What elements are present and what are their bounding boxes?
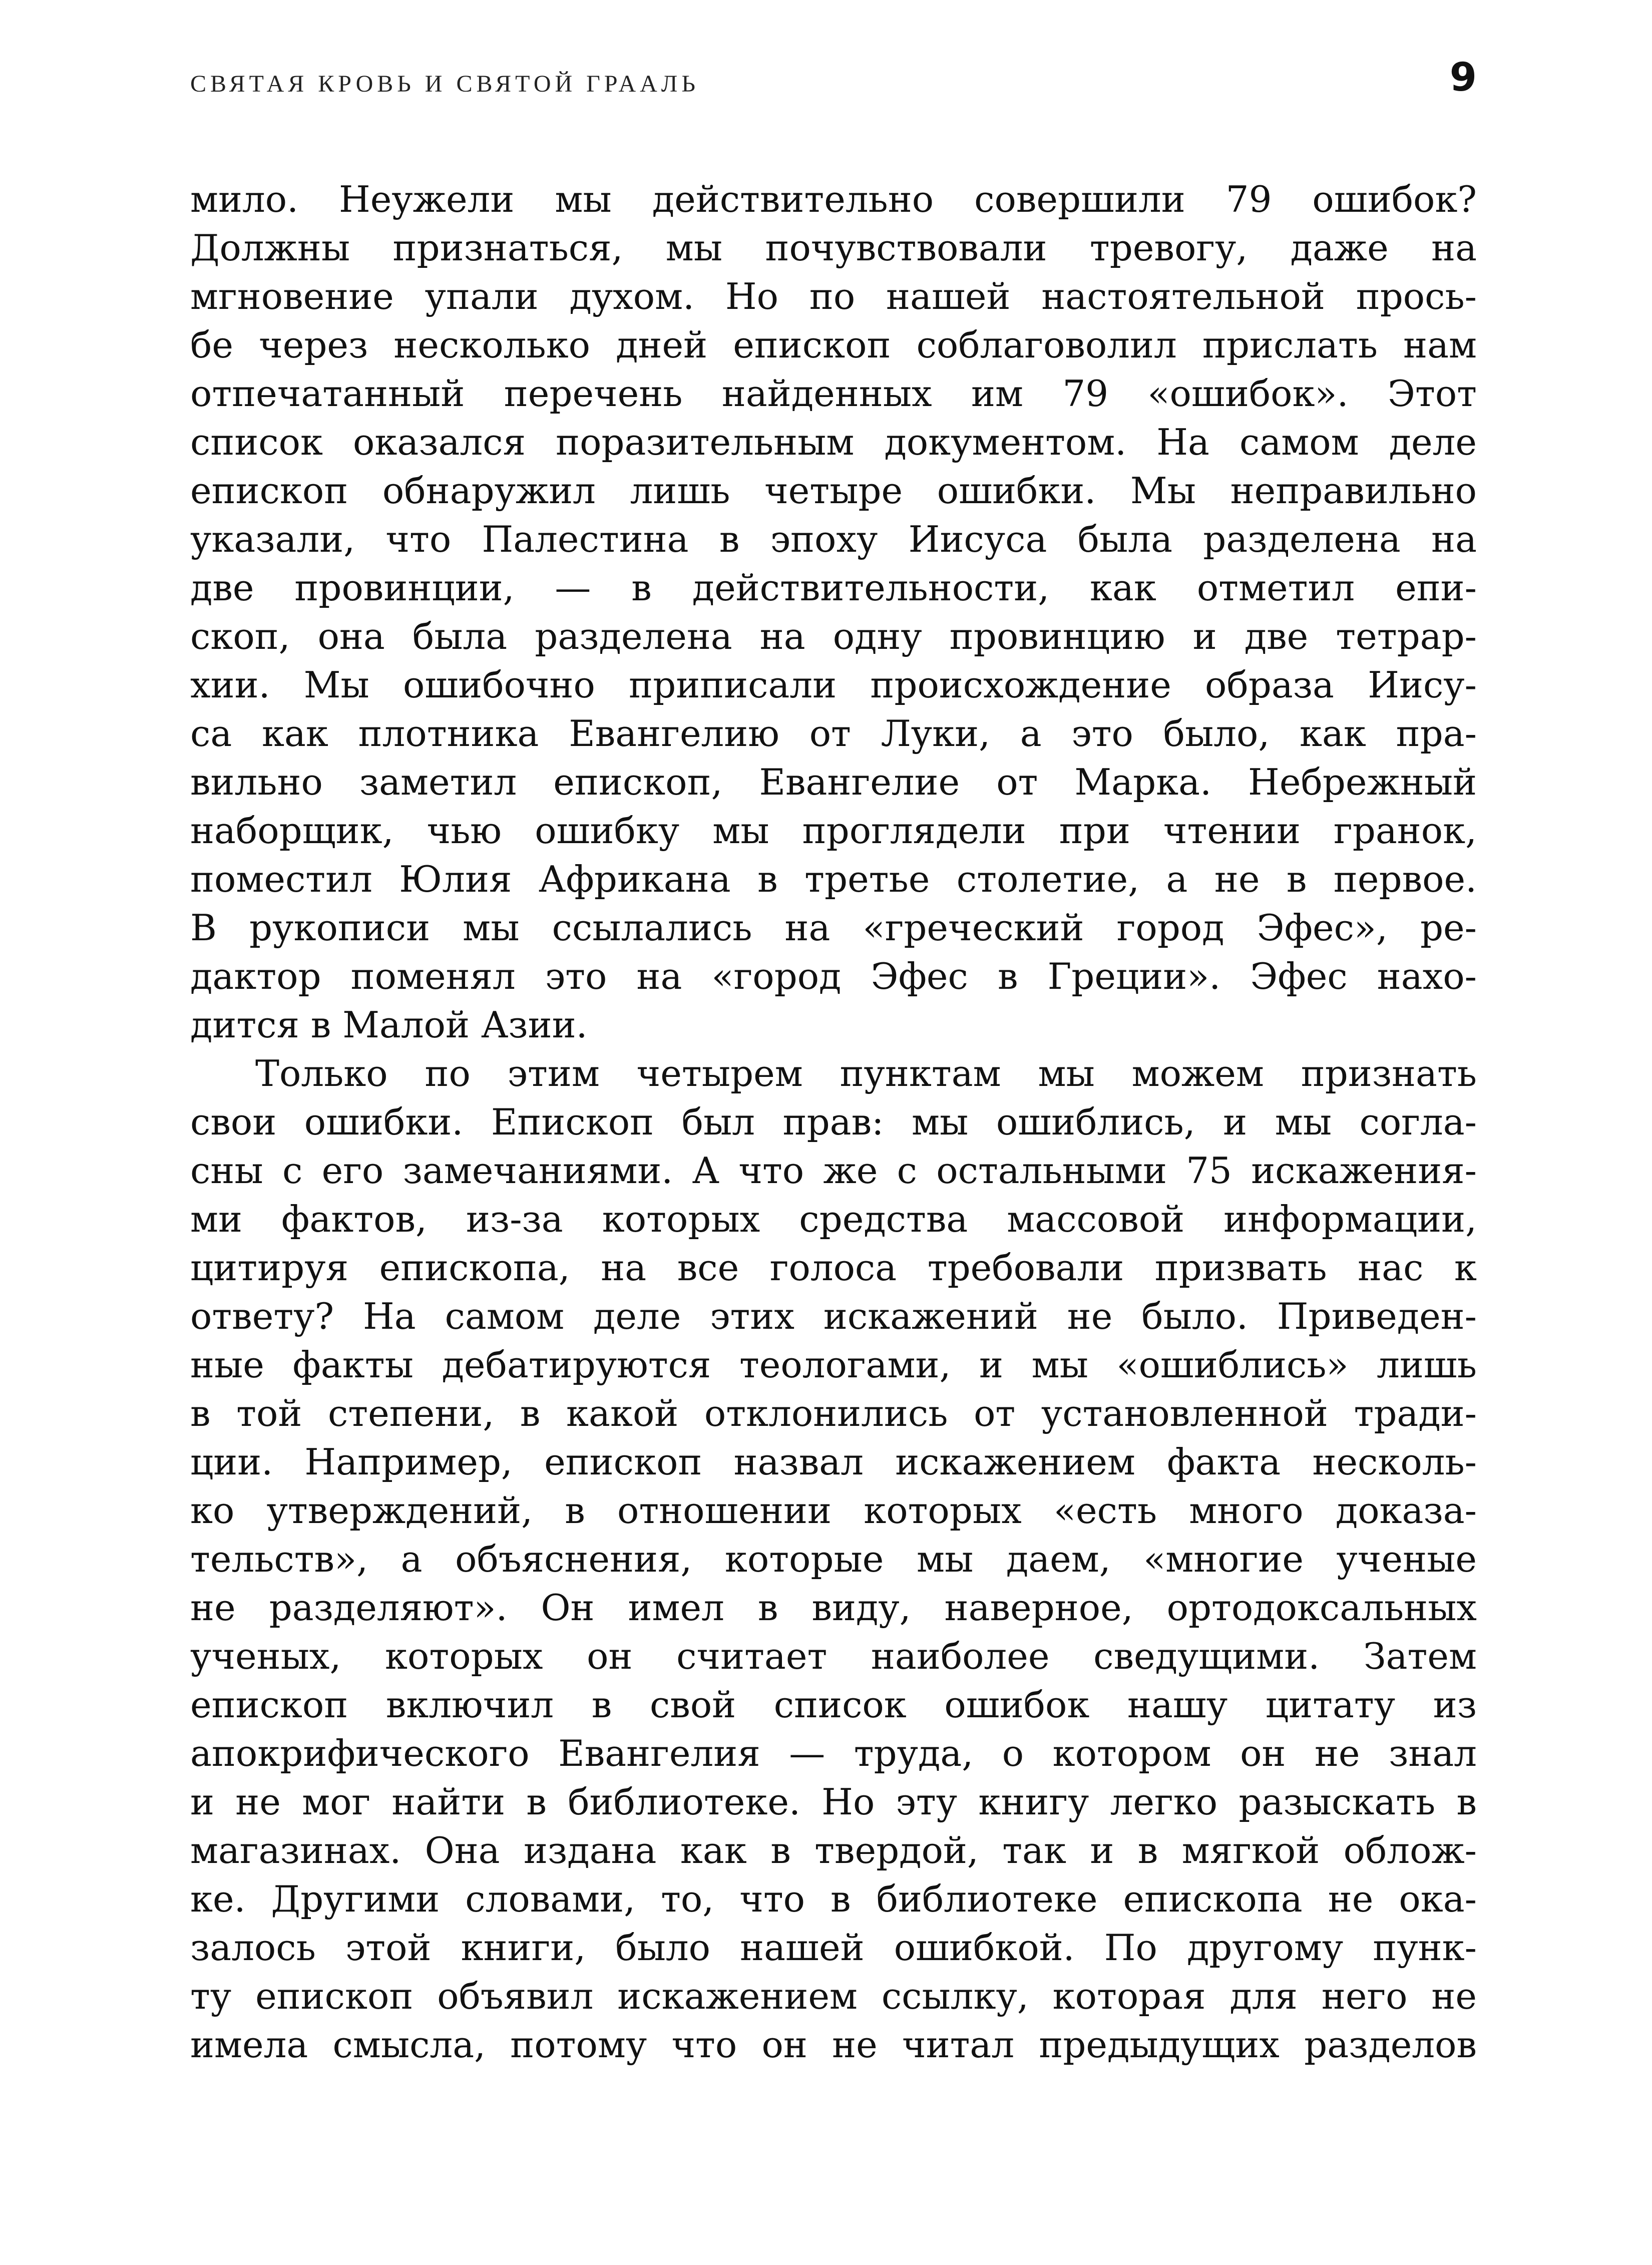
text-line: в той степени, в какой отклонились от установленной тради- xyxy=(190,1392,1477,1434)
text-line: не разделяют». Он имел в виду, наверное, ортодоксальных xyxy=(190,1587,1477,1629)
text-line: ту епископ объявил искажением ссылку, которая для него не xyxy=(190,1975,1477,2017)
text-line: дится в Малой Азии. xyxy=(190,1004,588,1046)
text-line: ко утверждений, в отношении которых «есть много доказа- xyxy=(190,1489,1477,1532)
text-line: Должны признаться, мы почувствовали тревогу, даже на xyxy=(190,227,1477,269)
text-line: свои ошибки. Епископ был прав: мы ошиблись, и мы согла- xyxy=(190,1101,1477,1143)
text-line: список оказался поразительным документом. На самом деле xyxy=(190,421,1477,463)
text-line: ученых, которых он считает наиболее сведущими. Затем xyxy=(190,1635,1477,1677)
text-line: мило. Неужели мы действительно совершили 79 ошибок? xyxy=(190,178,1477,220)
text-line: бе через несколько дней епископ соблаговолил прислать нам xyxy=(190,324,1477,366)
text-line: мгновение упали духом. Но по нашей настоятельной прось- xyxy=(190,275,1477,317)
text-line: залось этой книги, было нашей ошибкой. По другому пунк- xyxy=(190,1927,1477,1969)
text-line: имела смысла, потому что он не читал предыдущих разделов xyxy=(190,2024,1477,2066)
paragraph-1 xyxy=(190,175,1477,1049)
text-line: епископ включил в свой список ошибок нашу цитату из xyxy=(190,1684,1477,1726)
text-line: поместил Юлия Африкана в третье столетие, а не в первое. xyxy=(190,858,1477,900)
text-line: В рукописи мы ссылались на «греческий город Эфес», ре- xyxy=(190,907,1477,949)
text-line: епископ обнаружил лишь четыре ошибки. Мы неправильно xyxy=(190,470,1477,512)
text-line: сны с его замечаниями. А что же с остальными 75 искажения- xyxy=(190,1150,1477,1192)
page-number: 9 xyxy=(1449,55,1477,100)
text-line: ми фактов, из-за которых средства массовой информации, xyxy=(190,1198,1477,1240)
text-line: указали, что Палестина в эпоху Иисуса была разделена на xyxy=(190,518,1477,560)
text-line: отпечатанный перечень найденных им 79 «ошибок». Этот xyxy=(190,372,1477,415)
running-title: СВЯТАЯ КРОВЬ И СВЯТОЙ ГРААЛЬ xyxy=(190,71,699,97)
text-line: тельств», а объяснения, которые мы даем, «многие ученые xyxy=(190,1538,1477,1580)
text-line: ные факты дебатируются теологами, и мы «ошиблись» лишь xyxy=(190,1344,1477,1386)
text-line: Только по этим четырем пунктам мы можем признать xyxy=(255,1052,1477,1094)
text-line: апокрифического Евангелия — труда, о котором он не знал xyxy=(190,1732,1477,1774)
text-line: две провинции, — в действительности, как отметил епи- xyxy=(190,567,1477,609)
text-line: хии. Мы ошибочно приписали происхождение образа Иису- xyxy=(190,664,1477,706)
running-header xyxy=(190,55,1477,115)
paragraph-2 xyxy=(190,1049,1477,2069)
text-line: и не мог найти в библиотеке. Но эту книгу легко разыскать в xyxy=(190,1781,1477,1823)
text-line: дактор поменял это на «город Эфес в Греции». Эфес нахо- xyxy=(190,955,1477,997)
text-line: скоп, она была разделена на одну провинцию и две тетрар- xyxy=(190,615,1477,657)
text-line: магазинах. Она издана как в твердой, так и в мягкой облож- xyxy=(190,1829,1477,1871)
text-line: наборщик, чью ошибку мы проглядели при чтении гранок, xyxy=(190,810,1477,852)
text-line: са как плотника Евангелию от Луки, а это было, как пра- xyxy=(190,712,1477,754)
text-line: ке. Другими словами, то, что в библиотеке епископа не ока- xyxy=(190,1878,1477,1920)
text-line: ответу? На самом деле этих искажений не было. Приведен- xyxy=(190,1295,1477,1337)
text-line: цитируя епископа, на все голоса требовали призвать нас к xyxy=(190,1247,1477,1289)
text-line: ции. Например, епископ назвал искажением факта несколь- xyxy=(190,1441,1477,1483)
body-text xyxy=(190,175,1477,2069)
text-line: вильно заметил епископ, Евангелие от Марка. Небрежный xyxy=(190,761,1477,803)
